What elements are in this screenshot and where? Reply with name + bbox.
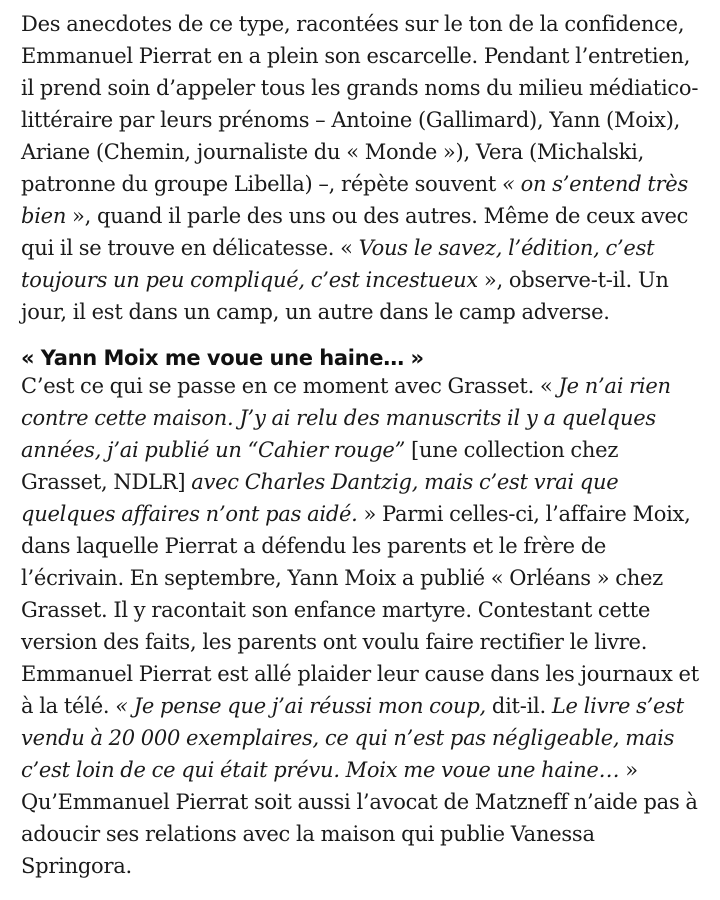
- paragraph: [21, 370, 706, 882]
- quote-text: « Je pense que j’ai réussi mon coup,: [115, 694, 486, 718]
- body-text: dit-il.: [485, 694, 552, 718]
- quote-text: Je n’ai rien contre cette maison. J’y ai relu des manuscrits il y a quelques années, j’ai publié un “Cahier rouge”: [21, 374, 671, 462]
- body-text: Des anecdotes de ce type, racontées sur le ton de la confidence, Emmanuel Pierrat en a plein son escarcelle. Pendant l’entretien, il prend soin d’appeler tous les grands noms du milieu médiatico-littéraire par leurs prénoms – Antoine (Gallimard), Yann (Moix), Ariane (Chemin, journaliste du « Monde »), Vera (Michalski, patronne du groupe Libella) –, répète souvent: [21, 12, 699, 196]
- body-text: C’est ce qui se passe en ce moment avec Grasset. «: [21, 374, 559, 398]
- body-text: », quand il parle des uns ou des autres. Même de ceux avec qui il se trouve en délicatesse. «: [21, 204, 689, 260]
- body-text: » Qu’Emmanuel Pierrat soit aussi l’avocat de Matzneff n’aide pas à adoucir ses relations avec la maison qui publie Vanessa Springora.: [21, 758, 698, 878]
- quote-text: Vous le savez, l’édition, c’est toujours un peu compliqué, c’est incestueux: [21, 236, 655, 292]
- body-text: », observe-t-il. Un jour, il est dans un camp, un autre dans le camp adverse.: [21, 268, 669, 324]
- quote-text: avec Charles Dantzig, mais c’est vrai que quelques affaires n’ont pas aidé.: [21, 470, 619, 526]
- quote-text: « on s’entend très bien: [21, 172, 689, 228]
- body-text: [une collection chez Grasset, NDLR]: [21, 438, 619, 494]
- quote-text: Le livre s’est vendu à 20 000 exemplaires, ce qui n’est pas négligeable, mais c’est loin de ce qui était prévu. Moix me voue une haine…: [21, 694, 684, 782]
- paragraph: [21, 8, 706, 328]
- subheading: « Yann Moix me voue une haine… »: [21, 346, 424, 370]
- body-text: » Parmi celles-ci, l’affaire Moix, dans laquelle Pierrat a défendu les parents et le frère de l’écrivain. En septembre, Yann Moix a publié « Orléans » chez Grasset. Il y racontait son enfance martyre. Contestant cette version des faits, les parents ont voulu faire rectifier le livre. Emmanuel Pierrat est allé plaider leur cause dans les journaux et à la télé.: [21, 502, 699, 718]
